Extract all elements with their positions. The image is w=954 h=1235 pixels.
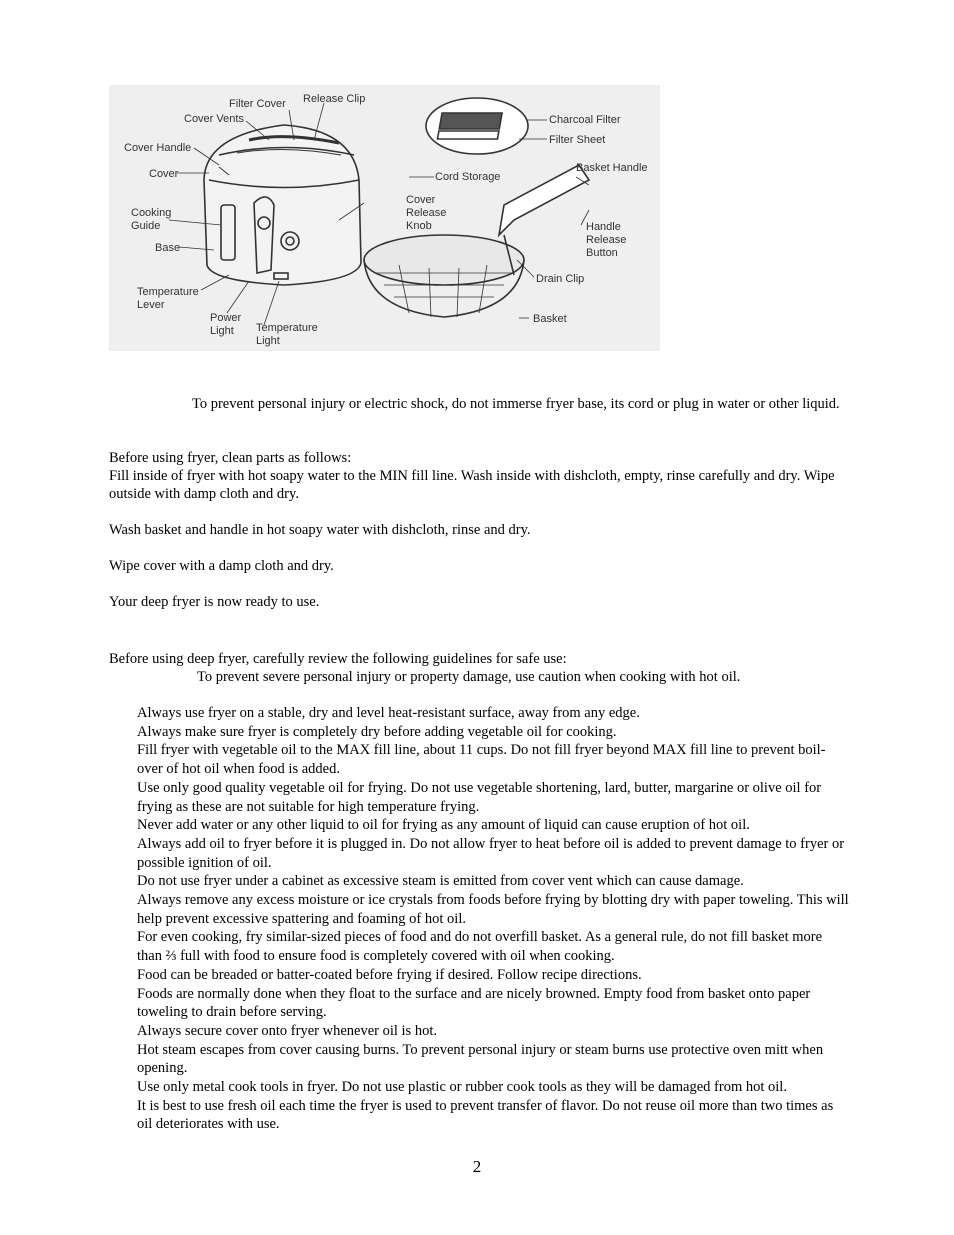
list-item: Always secure cover onto fryer whenever oil is hot. bbox=[137, 1022, 437, 1039]
svg-text:Cover bbox=[149, 168, 179, 180]
label-release-clip: Release Clip bbox=[303, 93, 366, 105]
label-cover-release-knob-3: Knob bbox=[406, 220, 432, 232]
label-handle-release-button-2: Release bbox=[586, 234, 627, 246]
label-basket: Basket bbox=[533, 313, 567, 325]
page-number: 2 bbox=[472, 1157, 482, 1176]
svg-text:Temperature bbox=[137, 286, 199, 298]
label-handle-release-button-3: Button bbox=[586, 247, 618, 259]
label-temperature-light-2: Light bbox=[256, 335, 280, 347]
list-item: Food can be breaded or batter-coated before frying if desired. Follow recipe directions. bbox=[137, 966, 642, 983]
label-cover-vents: Cover Vents bbox=[184, 113, 244, 125]
svg-text:Charcoal Filter bbox=[549, 114, 621, 126]
list-item: Never add water or any other liquid to oil for frying as any amount of liquid can cause eruption of hot oil. bbox=[137, 817, 750, 834]
safety-guidelines-list bbox=[137, 704, 849, 1134]
label-basket-handle: Basket Handle bbox=[576, 162, 648, 174]
label-cover: Cover bbox=[149, 168, 179, 180]
clean-intro: Before using fryer, clean parts as follows: bbox=[109, 450, 352, 466]
svg-text:Cover bbox=[406, 194, 436, 206]
label-power-light-1: Power bbox=[210, 312, 242, 324]
svg-text:Cooking bbox=[131, 207, 171, 219]
label-cooking-guide-1: Cooking bbox=[131, 207, 172, 219]
svg-text:Filter Sheet bbox=[549, 134, 605, 146]
label-cooking-guide-2: Guide bbox=[131, 220, 161, 232]
label-handle-release-button-1: Handle bbox=[586, 221, 621, 233]
list-item: Use only good quality vegetable oil for frying. Do not use vegetable shortening, lard, butter, margarine or olive oil for frying as these are not suitable for high temperature frying. bbox=[137, 779, 822, 815]
svg-text:Lever bbox=[137, 299, 165, 311]
list-item: Always add oil to fryer before it is plugged in. Do not allow fryer to heat before oil is added to prevent damage to fryer or possible ignition of oil. bbox=[137, 835, 845, 871]
svg-text:Temperature bbox=[256, 322, 318, 334]
warning-electric-shock: To prevent personal injury or electric shock, do not immerse fryer base, its cord or plug in water or other liquid. bbox=[192, 396, 840, 412]
clean-step-2: Wash basket and handle in hot soapy water with dishcloth, rinse and dry. bbox=[109, 522, 531, 538]
svg-text:Release Clip bbox=[303, 93, 365, 105]
list-item: Foods are normally done when they float to the surface and are nicely browned. Empty food from basket onto paper toweling to drain before serving. bbox=[137, 985, 811, 1021]
svg-text:Light bbox=[256, 335, 280, 347]
label-drain-clip: Drain Clip bbox=[536, 273, 585, 285]
label-charcoal-filter: Charcoal Filter bbox=[549, 114, 621, 126]
svg-text:Base bbox=[155, 242, 180, 254]
svg-text:Release bbox=[406, 207, 446, 219]
label-filter-sheet: Filter Sheet bbox=[549, 134, 606, 146]
warning-hot-oil: To prevent severe personal injury or property damage, use caution when cooking with hot oil. bbox=[197, 669, 741, 685]
label-temperature-lever-2: Lever bbox=[137, 299, 165, 311]
label-filter-cover: Filter Cover bbox=[229, 98, 286, 110]
label-base: Base bbox=[155, 242, 181, 254]
list-item: Always use fryer on a stable, dry and level heat-resistant surface, away from any edge. bbox=[137, 705, 640, 721]
svg-text:Cover Vents bbox=[184, 113, 244, 125]
list-item: Fill fryer with vegetable oil to the MAX fill line, about 11 cups. Do not fill fryer beyond MAX fill line to prevent boil-over of hot oil when food is added. bbox=[137, 742, 826, 778]
list-item: Do not use fryer under a cabinet as excessive steam is emitted from cover vent which can cause damage. bbox=[137, 873, 744, 890]
svg-text:Cover Handle bbox=[124, 142, 191, 154]
label-cover-handle: Cover Handle bbox=[124, 142, 192, 154]
list-item: Always remove any excess moisture or ice crystals from foods before frying by blotting dry with paper toweling. This will help prevent excessive spattering and foaming of hot oil. bbox=[137, 892, 849, 927]
label-cord-storage: Cord Storage bbox=[435, 171, 501, 183]
clean-step-3: Wipe cover with a damp cloth and dry. bbox=[109, 558, 334, 574]
label-power-light-2: Light bbox=[210, 325, 234, 337]
svg-text:Release bbox=[586, 234, 626, 246]
fryer-diagram-drawing bbox=[109, 85, 660, 351]
svg-text:Button bbox=[586, 247, 618, 259]
svg-text:Drain Clip bbox=[536, 273, 584, 285]
fryer-diagram bbox=[109, 85, 660, 351]
label-temperature-light-1: Temperature bbox=[256, 322, 318, 334]
svg-text:Light bbox=[210, 325, 234, 337]
svg-text:Handle bbox=[586, 221, 621, 233]
clean-step-1: Fill inside of fryer with hot soapy water to the MIN fill line. Wash inside with dishcloth, empty, rinse carefully and dry. Wipe outside with damp cloth and dry. bbox=[109, 468, 835, 502]
list-item: Hot steam escapes from cover causing burns. To prevent personal injury or steam burns use protective oven mitt when opening. bbox=[137, 1041, 824, 1077]
list-item: For even cooking, fry similar-sized pieces of food and do not overfill basket. As a general rule, do not fill basket more than ⅔ full with food to ensure food is completely covered with oil when cooking. bbox=[137, 929, 823, 965]
svg-text:Power bbox=[210, 312, 242, 324]
svg-text:Cord Storage bbox=[435, 171, 500, 183]
svg-text:Basket bbox=[533, 313, 567, 325]
guidelines-intro: Before using deep fryer, carefully review the following guidelines for safe use: bbox=[109, 651, 567, 667]
list-item: It is best to use fresh oil each time the fryer is used to prevent transfer of flavor. Do not reuse oil more than two times as oil deteriorates with use. bbox=[137, 1097, 834, 1133]
label-temperature-lever-1: Temperature bbox=[137, 286, 199, 298]
label-cover-release-knob-2: Release bbox=[406, 207, 447, 219]
svg-text:Guide bbox=[131, 220, 160, 232]
svg-text:Knob bbox=[406, 220, 432, 232]
label-cover-release-knob-1: Cover bbox=[406, 194, 436, 206]
svg-text:Filter Cover bbox=[229, 98, 286, 110]
list-item: Use only metal cook tools in fryer. Do not use plastic or rubber cook tools as they will be damaged from hot oil. bbox=[137, 1079, 787, 1096]
list-item: Always make sure fryer is completely dry before adding vegetable oil for cooking. bbox=[137, 723, 617, 740]
svg-text:Basket Handle bbox=[576, 162, 648, 174]
ready-message: Your deep fryer is now ready to use. bbox=[109, 594, 320, 610]
